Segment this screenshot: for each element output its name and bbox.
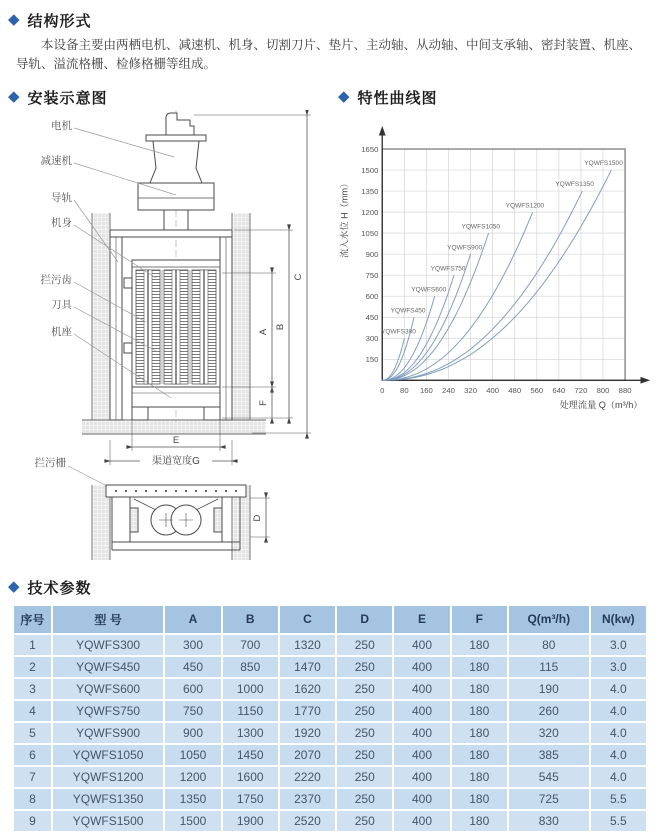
y-axis-arrow: [379, 126, 386, 136]
table-cell: 1500: [165, 811, 220, 831]
section-title-text: 结构形式: [27, 13, 92, 30]
table-cell: 2220: [280, 767, 335, 787]
table-cell: 9: [14, 811, 51, 831]
column-header: B: [223, 606, 278, 633]
section-structure-title: [8, 10, 652, 31]
part-labels: [35, 119, 73, 469]
diamond-icon: ◆: [8, 87, 21, 105]
part-label-grate: 拦污栅: [34, 456, 66, 469]
curves-svg: [336, 122, 654, 416]
table-cell: 250: [337, 701, 392, 721]
y-tick-label: 1500: [361, 165, 379, 175]
section-installation-title: [8, 87, 334, 108]
y-tick-label: 300: [365, 333, 379, 343]
table-cell: 5.5: [591, 789, 646, 809]
table-cell: 5.5: [591, 811, 646, 831]
dim-G: 渠道宽度G: [152, 455, 200, 467]
installation-column: [6, 83, 336, 573]
table-cell: 1000: [223, 679, 278, 699]
installation-diagram: [6, 110, 336, 568]
table-cell: 4.0: [591, 745, 646, 765]
table-cell: 115: [509, 657, 589, 677]
table-cell: 750: [165, 701, 220, 721]
x-tick-label: 400: [486, 385, 500, 395]
table-cell: 900: [165, 723, 220, 743]
table-cell: 1150: [223, 701, 278, 721]
table-cell: 830: [509, 811, 589, 831]
table-header-row: [14, 606, 646, 633]
column-header: N(kw): [591, 606, 646, 633]
table-cell: YQWFS900: [53, 723, 164, 743]
table-row: [14, 789, 646, 809]
table-cell: 180: [452, 811, 507, 831]
table-cell: 1770: [280, 701, 335, 721]
table-cell: 400: [394, 789, 449, 809]
table-cell: 300: [165, 635, 220, 655]
table-cell: 250: [337, 745, 392, 765]
table-cell: YQWFS1350: [53, 789, 164, 809]
table-cell: 320: [509, 723, 589, 743]
table-row: [14, 701, 646, 721]
table-cell: 4: [14, 701, 51, 721]
table-cell: 1900: [223, 811, 278, 831]
x-tick-label: 640: [552, 385, 566, 395]
x-tick-label: 240: [442, 385, 455, 395]
x-tick-label: 560: [530, 385, 544, 395]
table-cell: 4.0: [591, 767, 646, 787]
table-cell: 180: [452, 723, 507, 743]
table-cell: 250: [337, 657, 392, 677]
dim-E: E: [172, 434, 180, 446]
table-cell: 4.0: [591, 701, 646, 721]
dim-F: F: [258, 399, 269, 406]
table-cell: YQWFS1500: [53, 811, 164, 831]
column-header: A: [165, 606, 220, 633]
x-tick-label: 80: [400, 385, 409, 395]
dim-A: A: [258, 328, 269, 335]
table-cell: 180: [452, 679, 507, 699]
x-tick-label: 480: [508, 385, 522, 395]
curve-label: YQWFS1500: [584, 159, 623, 167]
table-cell: 1300: [223, 723, 278, 743]
table-cell: 180: [452, 701, 507, 721]
column-header: Q(m³/h): [509, 606, 589, 633]
x-tick-label: 160: [419, 385, 433, 395]
diamond-icon: ◆: [8, 577, 21, 595]
table-cell: YQWFS1200: [53, 767, 164, 787]
table-cell: 250: [337, 635, 392, 655]
table-cell: 400: [394, 679, 449, 699]
table-cell: 180: [452, 657, 507, 677]
table-cell: 180: [452, 789, 507, 809]
table-cell: 1: [14, 635, 51, 655]
column-header: E: [394, 606, 449, 633]
column-header: D: [337, 606, 392, 633]
y-tick-label: 1350: [361, 186, 379, 196]
table-cell: 600: [165, 679, 220, 699]
table-row: [14, 657, 646, 677]
part-label-reducer: 减速机: [40, 154, 72, 167]
y-tick-label: 750: [365, 270, 379, 280]
y-axis-title: 流入水位 H（mm）: [339, 178, 350, 258]
y-tick-label: 1050: [361, 228, 379, 238]
column-header: 型 号: [53, 606, 164, 633]
table-cell: YQWFS1050: [53, 745, 164, 765]
dim-C: C: [293, 273, 304, 281]
plan-view: [92, 485, 270, 560]
table-cell: 1750: [223, 789, 278, 809]
table-cell: 2520: [280, 811, 335, 831]
curve-label: YQWFS300: [380, 328, 416, 336]
table-cell: 1470: [280, 657, 335, 677]
part-label-teeth: 拦污齿: [40, 273, 72, 286]
table-cell: 1320: [280, 635, 335, 655]
parameters-table: [12, 604, 648, 833]
table-cell: 725: [509, 789, 589, 809]
table-cell: 2070: [280, 745, 335, 765]
table-cell: 250: [337, 811, 392, 831]
table-cell: 250: [337, 789, 392, 809]
table-cell: YQWFS750: [53, 701, 164, 721]
table-cell: 80: [509, 635, 589, 655]
diamond-icon: ◆: [8, 11, 21, 28]
section-title-text: 安装示意图: [27, 89, 108, 107]
x-tick-label: 0: [380, 385, 385, 395]
characteristic-curves-chart: [336, 122, 654, 421]
table-cell: 400: [394, 767, 449, 787]
table-row: [14, 767, 646, 787]
section-title-text: 特性曲线图: [357, 89, 438, 107]
table-cell: 4.0: [591, 723, 646, 743]
table-cell: 5: [14, 723, 51, 743]
part-label-cutter: 刀具: [51, 298, 72, 311]
table-cell: 400: [394, 723, 449, 743]
table-cell: 180: [452, 745, 507, 765]
column-header: C: [280, 606, 335, 633]
middle-row: [6, 83, 654, 573]
y-tick-label: 450: [365, 312, 379, 322]
x-tick-label: 720: [574, 385, 588, 395]
frame-top-plate: [110, 230, 232, 237]
table-row: [14, 679, 646, 699]
table-cell: 250: [337, 767, 392, 787]
table-row: [14, 745, 646, 765]
dim-B: B: [275, 323, 286, 330]
y-tick-label: 150: [365, 354, 379, 364]
table-cell: 250: [337, 679, 392, 699]
section-parameters-title: [8, 577, 652, 598]
table-row: [14, 811, 646, 831]
y-tick-label: 600: [365, 291, 379, 301]
part-label-body: 机身: [51, 216, 72, 229]
table-cell: 700: [223, 635, 278, 655]
table-row: [14, 723, 646, 743]
table-cell: 1620: [280, 679, 335, 699]
table-cell: 8: [14, 789, 51, 809]
structure-description: 本设备主要由两栖电机、减速机、机身、切割刀片、垫片、主动轴、从动轴、中间支承轴、密封装置、机座、导轨、溢流格栅、检修格栅等组成。: [16, 38, 642, 72]
table-cell: 250: [337, 723, 392, 743]
reducer-body: [138, 183, 214, 210]
table-cell: 1350: [165, 789, 220, 809]
motor-flange: [146, 135, 206, 141]
table-cell: 180: [452, 635, 507, 655]
curve-label: YQWFS750: [430, 265, 466, 273]
table-cell: 6: [14, 745, 51, 765]
cutter-combs: [136, 270, 216, 384]
x-tick-label: 800: [596, 385, 610, 395]
dim-D: D: [252, 514, 263, 522]
lifting-hook: [166, 113, 194, 135]
y-tick-label: 1650: [361, 144, 379, 154]
table-cell: 400: [394, 811, 449, 831]
table-cell: 2370: [280, 789, 335, 809]
column-header: F: [452, 606, 507, 633]
motor-body: [150, 141, 202, 183]
section-curves-title: [338, 87, 652, 108]
curve-label: YQWFS1350: [555, 181, 594, 189]
table-cell: 2: [14, 657, 51, 677]
x-axis-title: 处理流量 Q（m³/h）: [559, 399, 643, 410]
x-tick-label: 880: [618, 385, 632, 395]
table-cell: 400: [394, 745, 449, 765]
x-tick-label: 320: [464, 385, 477, 395]
table-cell: 1200: [165, 767, 220, 787]
table-cell: 180: [452, 767, 507, 787]
curve-label: YQWFS1050: [461, 223, 501, 231]
table-cell: 1600: [223, 767, 278, 787]
table-cell: 400: [394, 635, 449, 655]
table-cell: 400: [394, 657, 449, 677]
part-label-motor: 电机: [51, 119, 72, 132]
table-cell: 7: [14, 767, 51, 787]
column-header: 序号: [14, 606, 51, 633]
table-cell: 450: [165, 657, 220, 677]
diamond-icon: ◆: [338, 87, 351, 105]
table-cell: 1050: [165, 745, 220, 765]
curves-column: [336, 83, 654, 421]
section-title-text: 技术参数: [27, 579, 92, 597]
table-cell: 3.0: [591, 657, 646, 677]
curve-label: YQWFS1200: [505, 202, 545, 210]
curve-label: YQWFS600: [411, 286, 447, 294]
table-cell: 850: [223, 657, 278, 677]
table-cell: 545: [509, 767, 589, 787]
table-cell: YQWFS450: [53, 657, 164, 677]
part-label-base: 机座: [51, 325, 72, 338]
table-cell: 260: [509, 701, 589, 721]
table-row: [14, 635, 646, 655]
table-cell: 1450: [223, 745, 278, 765]
part-label-rail: 导轨: [51, 191, 72, 204]
table-cell: YQWFS600: [53, 679, 164, 699]
table-cell: 385: [509, 745, 589, 765]
table-cell: 3: [14, 679, 51, 699]
curve-label: YQWFS900: [447, 244, 483, 252]
parameters-table-wrap: [12, 604, 648, 833]
table-cell: 1920: [280, 723, 335, 743]
table-cell: YQWFS300: [53, 635, 164, 655]
table-cell: 400: [394, 701, 449, 721]
y-tick-label: 900: [365, 249, 379, 259]
x-axis-arrow: [641, 377, 651, 384]
table-cell: 4.0: [591, 679, 646, 699]
table-cell: 3.0: [591, 635, 646, 655]
curve-label: YQWFS450: [390, 307, 426, 315]
table-cell: 190: [509, 679, 589, 699]
y-tick-label: 1200: [361, 207, 379, 217]
